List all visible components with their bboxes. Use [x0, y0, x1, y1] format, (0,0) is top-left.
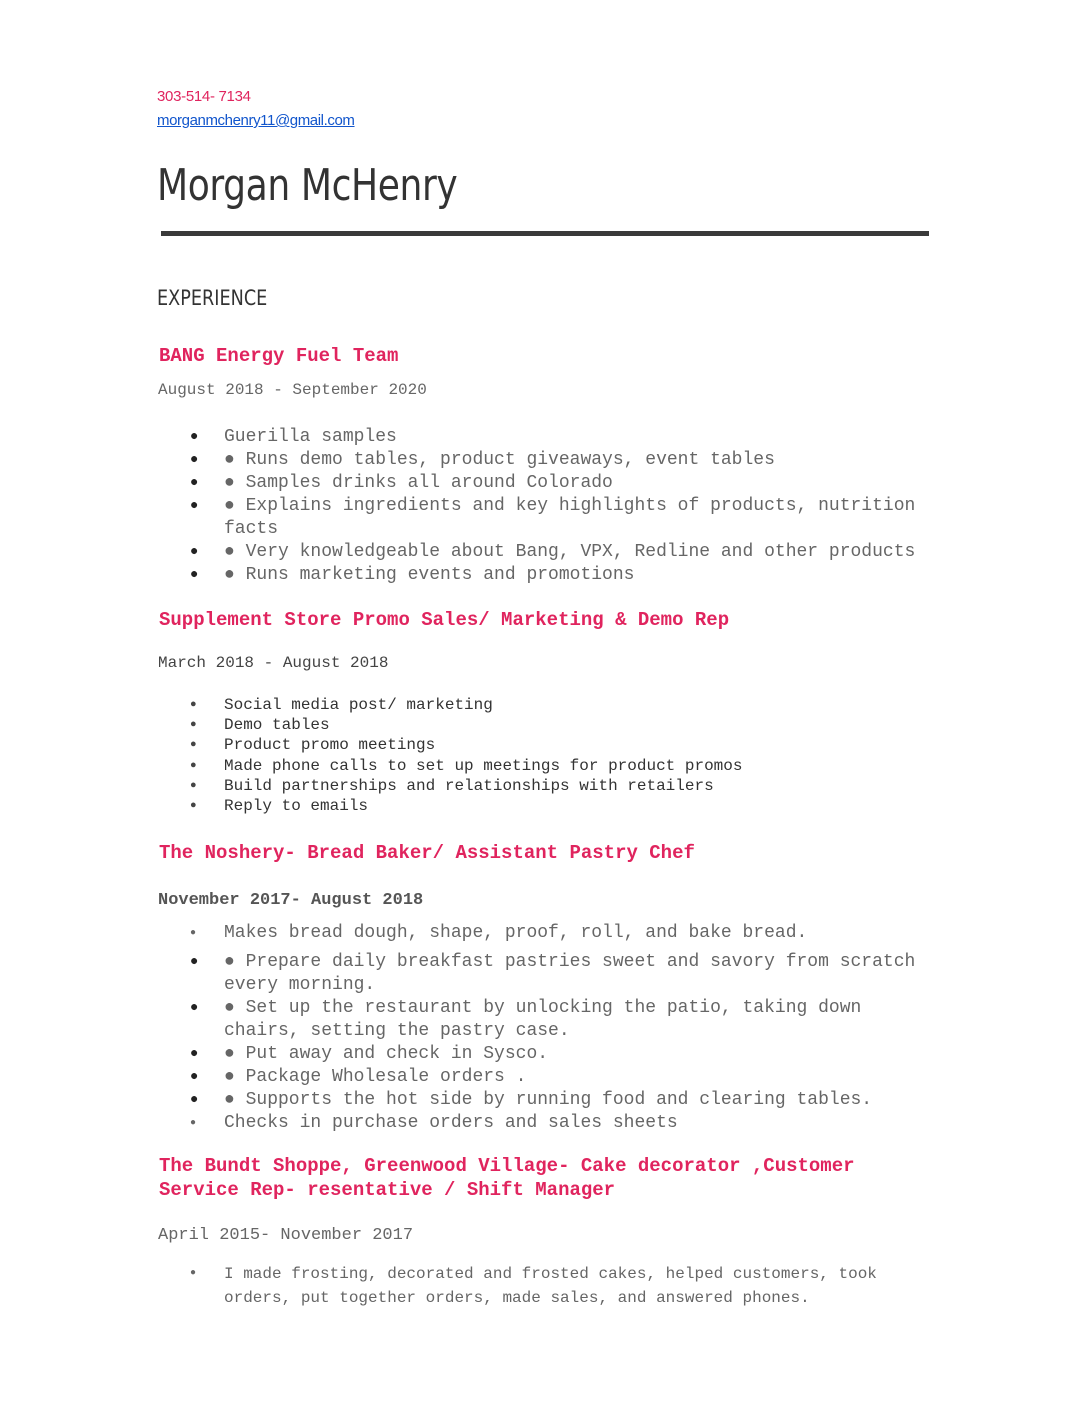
- job-dates: March 2018 - August 2018: [158, 654, 389, 672]
- list-item: ● ● Put away and check in Sysco.: [190, 1043, 930, 1066]
- list-item: ● Product promo meetings: [190, 735, 930, 755]
- job-title: The Bundt Shoppe, Greenwood Village- Cake decorator ,Customer Service Rep- resentative / Shift Manager: [159, 1155, 855, 1201]
- section-title-experience: EXPERIENCE: [157, 286, 268, 310]
- job-title: BANG Energy Fuel Team: [159, 345, 399, 367]
- list-item: ● ● Runs demo tables, product giveaways, event tables: [190, 449, 930, 472]
- list-item: ● ● Package Wholesale orders .: [190, 1066, 930, 1089]
- list-item: ● Build partnerships and relationships with retailers: [190, 776, 930, 796]
- contact-block: [157, 85, 355, 133]
- person-name: Morgan McHenry: [157, 160, 458, 211]
- list-item: ● ● Prepare daily breakfast pastries sweet and savory from scratch every morning.: [190, 951, 930, 997]
- list-item: ● Makes bread dough, shape, proof, roll, and bake bread.: [190, 922, 930, 945]
- list-item: ● ● Set up the restaurant by unlocking the patio, taking down chairs, setting the pastry case.: [190, 997, 930, 1043]
- job-dates: August 2018 - September 2020: [158, 381, 427, 399]
- email-link[interactable]: morganmchenry11@gmail.com: [157, 112, 355, 129]
- job-dates: November 2017- August 2018: [158, 891, 424, 910]
- list-item: ● Social media post/ marketing: [190, 695, 930, 715]
- job-bullet-list: [190, 426, 930, 587]
- list-item: ● Guerilla samples: [190, 426, 930, 449]
- list-item: ● Reply to emails: [190, 796, 930, 816]
- list-item: ● Made phone calls to set up meetings for product promos: [190, 756, 930, 776]
- list-item: ● ● Samples drinks all around Colorado: [190, 472, 930, 495]
- job-bullet-list: [190, 922, 930, 1135]
- job-title: The Noshery- Bread Baker/ Assistant Pastry Chef: [159, 842, 695, 864]
- job-bullet-list: [190, 695, 930, 816]
- list-item: ● ● Explains ingredients and key highlights of products, nutrition facts: [190, 495, 930, 541]
- job-bullet-list: [190, 1262, 910, 1310]
- list-item: ● Checks in purchase orders and sales sheets: [190, 1112, 930, 1135]
- list-item: ● Demo tables: [190, 715, 930, 735]
- list-item: ● ● Supports the hot side by running food and clearing tables.: [190, 1089, 930, 1112]
- phone-number: 303-514- 7134: [157, 88, 251, 105]
- list-item: ● I made frosting, decorated and frosted cakes, helped customers, took orders, put together orders, made sales, and answered phones.: [190, 1262, 910, 1310]
- header-rule: [161, 231, 929, 236]
- job-dates: April 2015- November 2017: [158, 1226, 414, 1245]
- list-item: ● ● Runs marketing events and promotions: [190, 564, 930, 587]
- list-item: ● ● Very knowledgeable about Bang, VPX, Redline and other products: [190, 541, 930, 564]
- job-title: Supplement Store Promo Sales/ Marketing & Demo Rep: [159, 609, 730, 631]
